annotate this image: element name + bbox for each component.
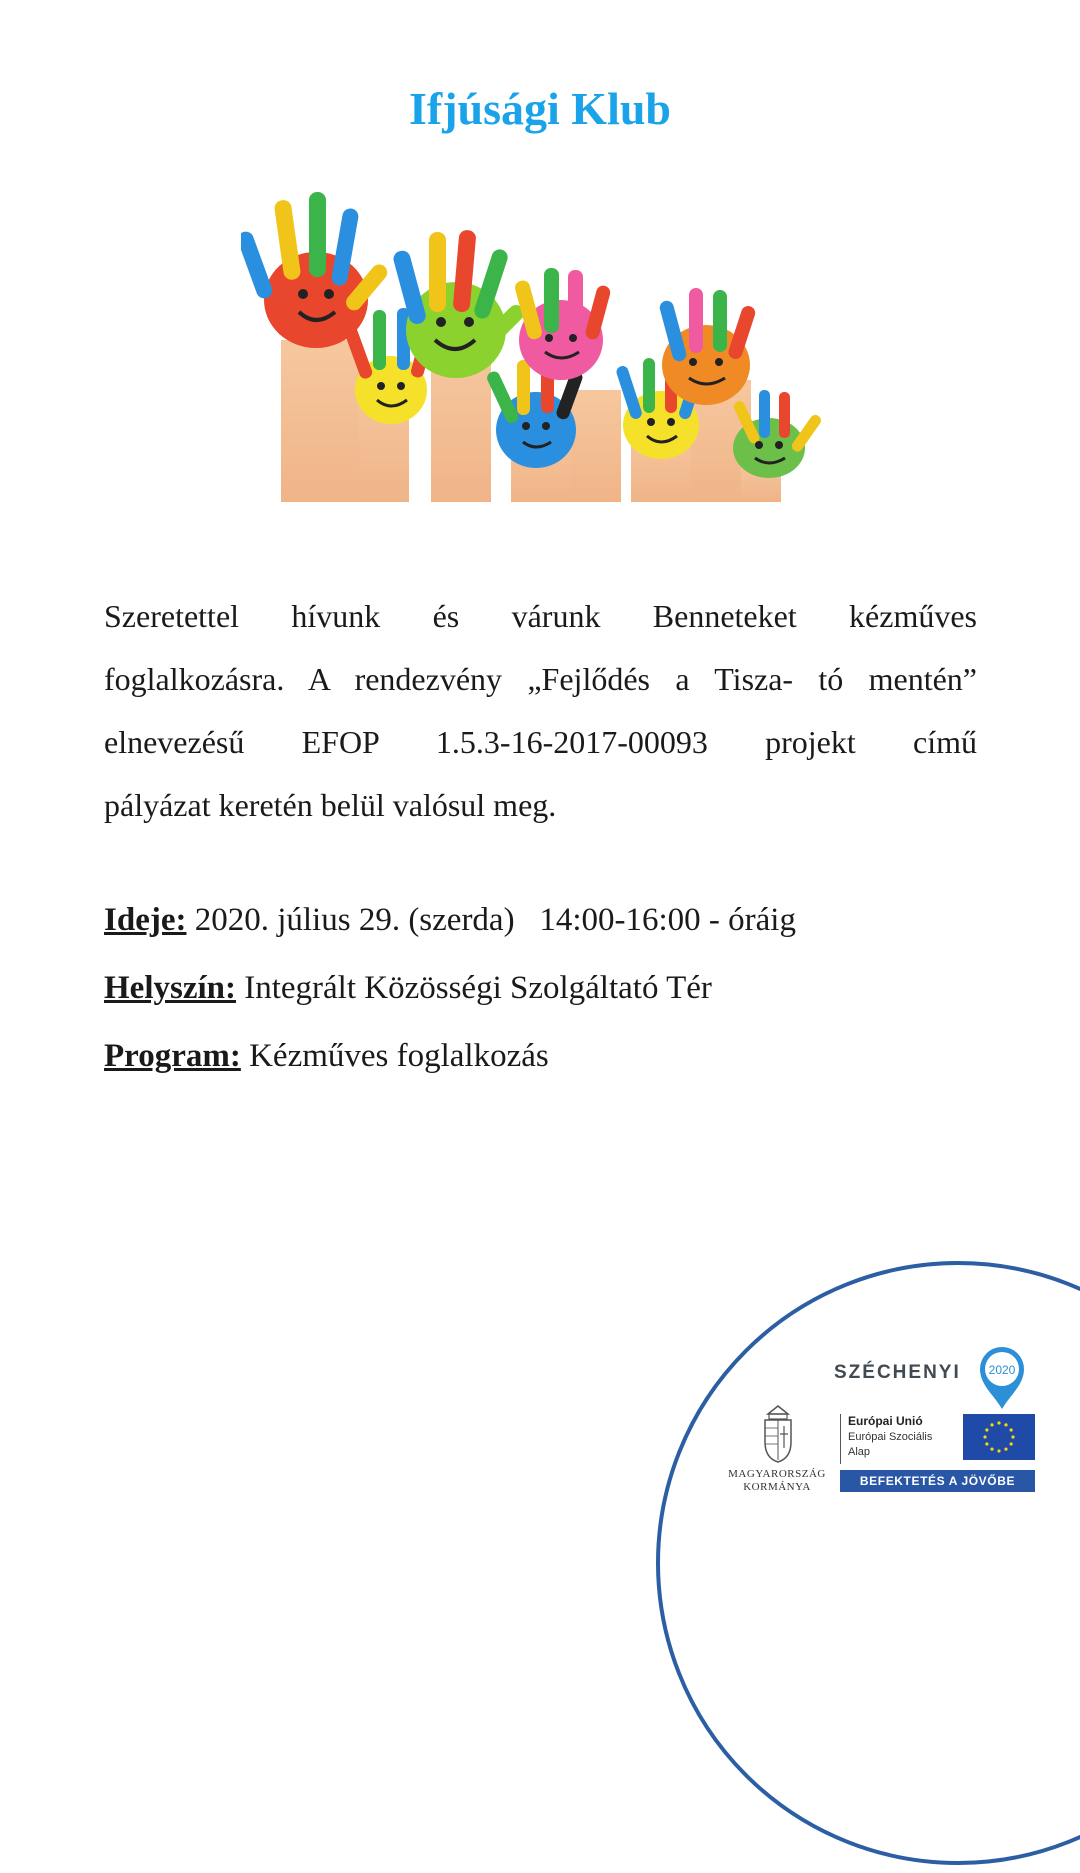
eu-star — [983, 1435, 986, 1438]
eu-star — [1004, 1448, 1007, 1451]
eu-star — [990, 1448, 993, 1451]
place-label: Helyszín: — [104, 970, 236, 1006]
program-label: Program: — [104, 1038, 241, 1074]
place-row — [104, 970, 712, 1007]
program-row — [104, 1038, 549, 1075]
invest-banner: BEFEKTETÉS A JÖVŐBE — [840, 1470, 1035, 1492]
page-title: Ifjúsági Klub — [408, 83, 672, 134]
hungarian-crest-icon — [760, 1404, 796, 1464]
intro-line: Szeretettel hívunk és várunk Benneteket kézműves — [104, 598, 977, 634]
gov-line2: KORMÁNYA — [743, 1481, 811, 1493]
time-label: Ideje: — [104, 902, 187, 938]
eu-star — [985, 1442, 988, 1445]
divider — [840, 1414, 841, 1464]
eu-line3: Alap — [848, 1446, 871, 1458]
eu-line2: Európai Szociális — [848, 1431, 933, 1443]
painted-hands-image — [241, 190, 838, 502]
eu-star — [985, 1428, 988, 1431]
eu-star — [1010, 1442, 1013, 1445]
szechenyi-year: 2020 — [988, 1363, 1016, 1377]
time-value: 2020. július 29. (szerda) 14:00-16:00 - óráig — [186, 902, 796, 938]
program-value: Kézműves foglalkozás — [240, 1038, 549, 1074]
eu-star — [1004, 1423, 1007, 1426]
intro-line: elnevezésű EFOP 1.5.3-16-2017-00093 projekt című — [104, 724, 977, 760]
eu-flag-icon — [963, 1414, 1035, 1460]
szechenyi-logo-text: SZÉCHENYI — [834, 1362, 961, 1383]
government-name — [722, 1468, 832, 1494]
intro-line: foglalkozásra. A rendezvény „Fejlődés a Tisza- tó mentén” — [104, 661, 977, 697]
eu-star — [1010, 1428, 1013, 1431]
intro-paragraph — [104, 585, 977, 837]
location-pin-icon — [976, 1343, 1028, 1411]
eu-star — [997, 1449, 1000, 1452]
eu-line1: Európai Unió — [848, 1414, 923, 1428]
intro-line: pályázat keretén belül valósul meg. — [104, 787, 557, 823]
place-value: Integrált Közösségi Szolgáltató Tér — [235, 970, 712, 1006]
eu-fund-text — [848, 1414, 932, 1460]
eu-star — [997, 1421, 1000, 1424]
gov-line1: MAGYARORSZÁG — [728, 1468, 826, 1480]
time-row — [104, 902, 796, 939]
eu-star — [990, 1423, 993, 1426]
eu-star — [1011, 1435, 1014, 1438]
